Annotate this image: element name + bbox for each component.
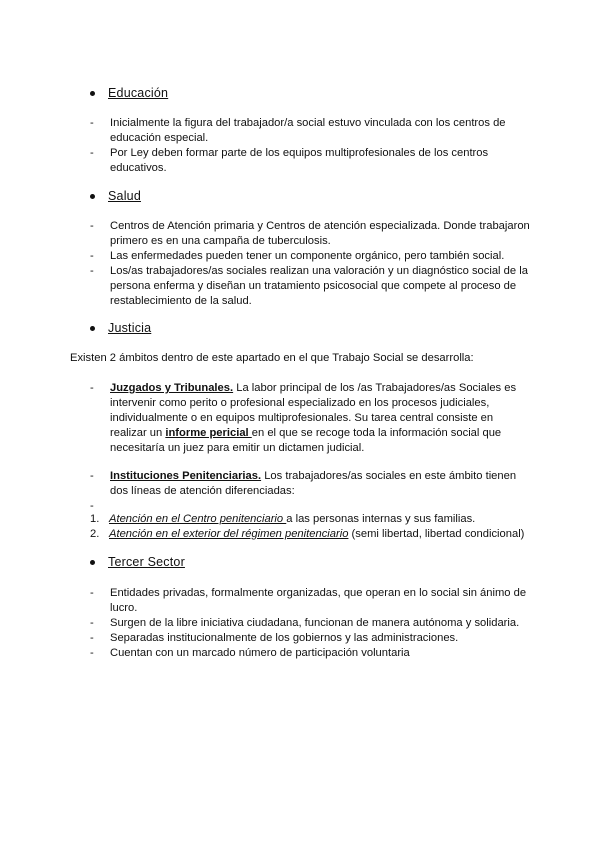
list-juzgados — [90, 381, 530, 456]
juzgados-text-b: en el que se recoge toda la información social que necesitaría un juez para emitir un dictamen judicial. — [110, 427, 502, 454]
heading-text: Justicia — [108, 321, 152, 335]
heading-tercer-sector — [90, 555, 185, 570]
list-item: - Las enfermedades pueden tener un componente orgánico, pero también social. — [90, 249, 530, 264]
list-salud — [90, 219, 530, 309]
list-tercer-sector — [90, 586, 530, 661]
item-rest: a las personas internas y sus familias. — [286, 513, 476, 525]
item-emphasis: Atención en el Centro penitenciario — [109, 513, 287, 525]
informe-pericial-term: informe pericial — [165, 427, 252, 439]
list-item-instituciones — [90, 469, 530, 499]
heading-educacion — [90, 86, 168, 101]
list-item-juzgados — [90, 381, 530, 456]
bullet-dot-icon — [90, 91, 95, 96]
list-item: - Los/as trabajadores/as sociales realizan una valoración y un diagnóstico social de la persona enferma y diseñan un tratamiento psicosocial que compete al proceso de restablecimiento de la salud. — [90, 264, 530, 309]
bullet-dot-icon — [90, 194, 95, 199]
list-item: - Cuentan con un marcado número de participación voluntaria — [90, 646, 530, 661]
list-item: - Surgen de la libre iniciativa ciudadana, funcionan de manera autónoma y solidaria. — [90, 616, 530, 631]
list-item: - Centros de Atención primaria y Centros de atención especializada. Donde trabajaron primero es en una campaña de tuberculosis. — [90, 219, 530, 249]
item-emphasis: Atención en el exterior del régimen penitenciario — [109, 528, 349, 540]
heading-text: Tercer Sector — [108, 555, 185, 569]
item-number: 2. — [90, 528, 100, 540]
instituciones-title: Instituciones Penitenciarias. — [110, 470, 262, 482]
heading-text: Educación — [108, 86, 169, 100]
list-item: - Por Ley deben formar parte de los equipos multiprofesionales de los centros educativos. — [90, 146, 530, 176]
justicia-intro: Existen 2 ámbitos dentro de este apartado en el que Trabajo Social se desarrolla: — [70, 352, 474, 364]
bullet-dot-icon — [90, 560, 95, 565]
bullet-dot-icon — [90, 326, 95, 331]
numbered-item — [90, 512, 530, 527]
numbered-item — [90, 527, 530, 542]
heading-salud — [90, 189, 141, 204]
item-number: 1. — [90, 513, 100, 525]
heading-text: Salud — [108, 189, 141, 203]
heading-justicia — [90, 321, 151, 336]
numbered-list — [90, 512, 530, 542]
list-item: - Separadas institucionalmente de los gobiernos y las administraciones. — [90, 631, 530, 646]
juzgados-title: Juzgados y Tribunales. — [110, 382, 234, 394]
instituciones-text: Los trabajadores/as sociales en este ámbito tienen dos líneas de atención diferenciadas: — [110, 470, 517, 497]
list-instituciones — [90, 469, 530, 514]
list-educacion — [90, 116, 530, 176]
list-item: - Entidades privadas, formalmente organizadas, que operan en lo social sin ánimo de lucro. — [90, 586, 530, 616]
juzgados-text-a: La labor principal de los /as Trabajadores/as Sociales es intervenir como perito o profesional especializado en los procesos judiciales, individualmente o en equipos multiprofesionales. Su tarea central consiste en realizar un — [110, 382, 517, 439]
item-rest: (semi libertad, libertad condicional) — [348, 528, 525, 540]
list-item: - Inicialmente la figura del trabajador/a social estuvo vinculada con los centros de educación especial. — [90, 116, 530, 146]
